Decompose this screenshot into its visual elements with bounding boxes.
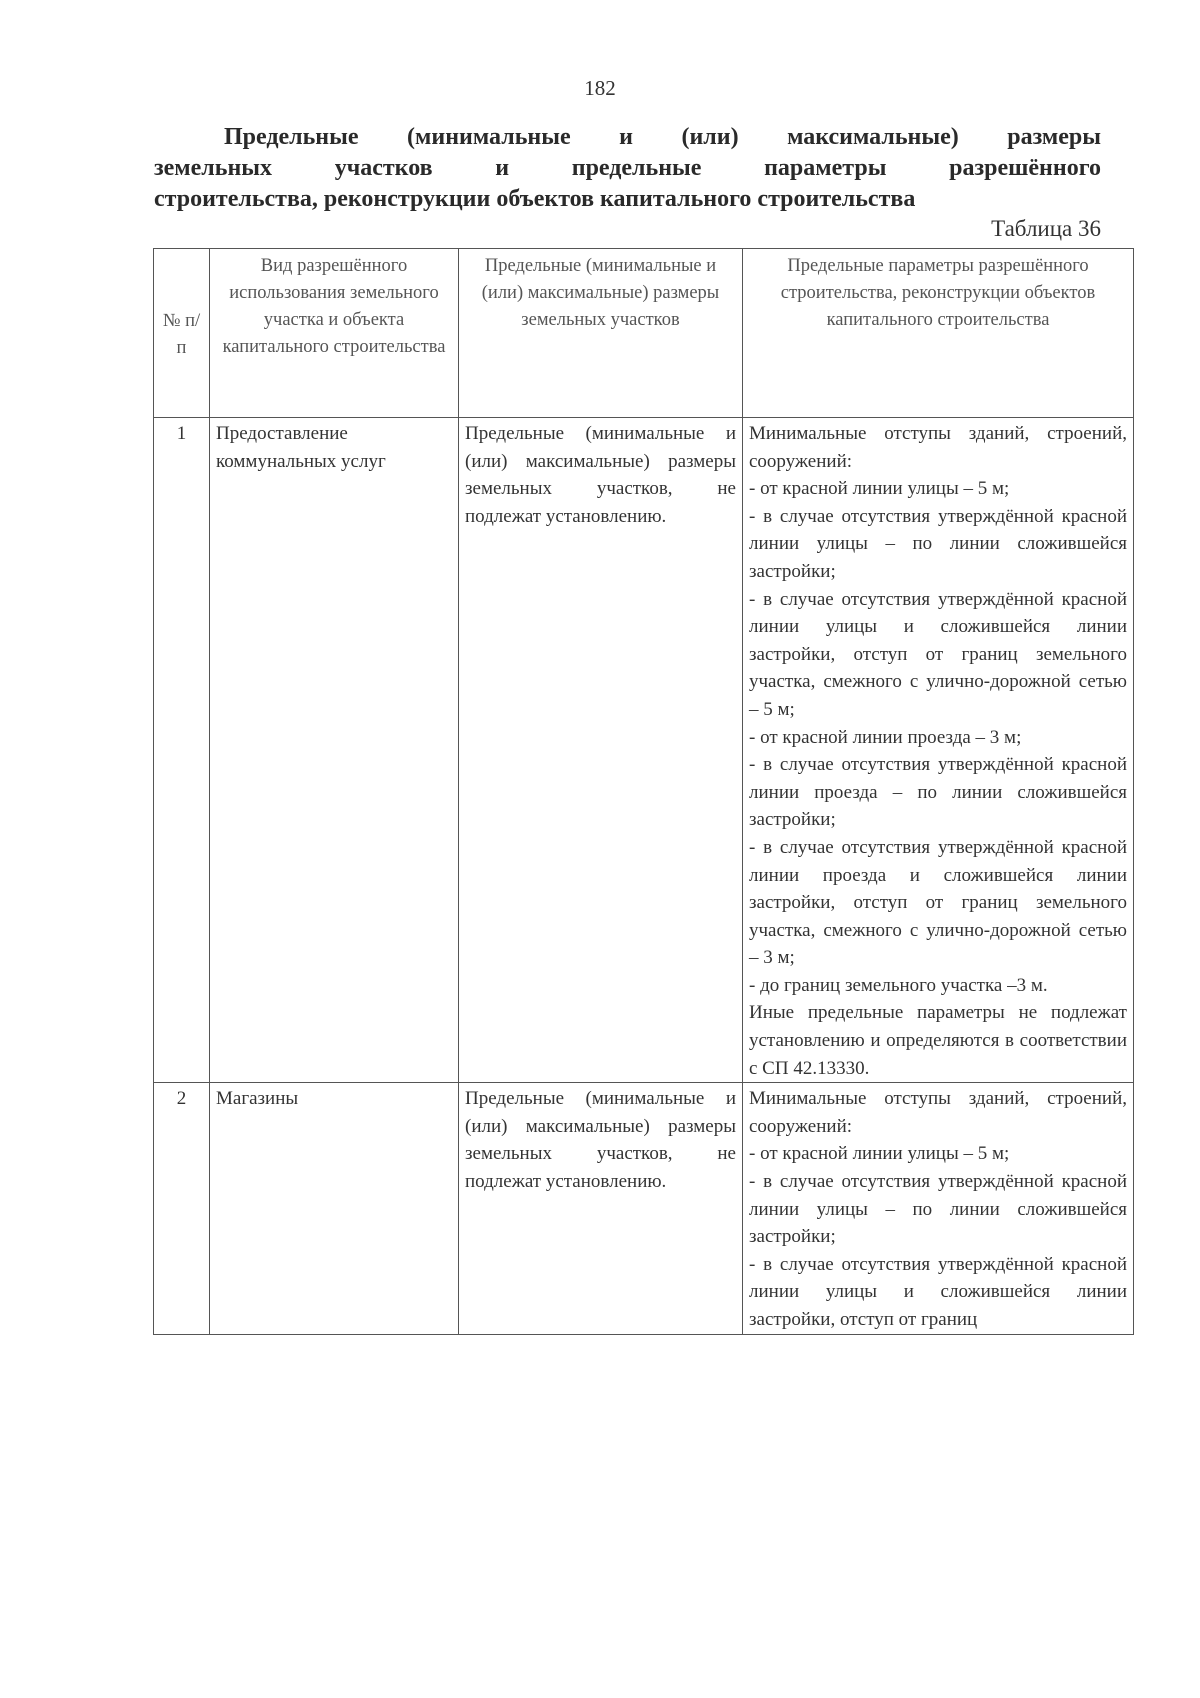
- row-use-type: Предоставление коммунальных услуг: [210, 418, 459, 1083]
- param-line: Минимальные отступы зданий, строений, сооружений:: [749, 423, 1127, 472]
- heading-line-1: Предельные (минимальные и (или) максимальные) размеры: [224, 124, 1101, 150]
- page-number: 182: [584, 76, 616, 100]
- row-params: [743, 1083, 1134, 1334]
- param-line: - до границ земельного участка –3 м.: [749, 974, 1048, 996]
- table-caption: Таблица 36: [991, 216, 1101, 241]
- row-plot-size: Предельные (минимальные и (или) максимальные) размеры земельных участков, не подлежат установлению.: [459, 418, 743, 1083]
- header-use-type: Вид разрешённого использования земельного участка и объекта капитального строительства: [210, 249, 459, 418]
- header-num: № п/п: [154, 249, 210, 418]
- table-row: [154, 418, 1134, 1083]
- row-number: 1: [154, 418, 210, 1083]
- table-row: [154, 1083, 1134, 1334]
- param-line: - в случае отсутствия утверждённой красной линии улицы и сложившейся линии застройки, отступ от границ: [749, 1253, 1127, 1330]
- row-number: 2: [154, 1083, 210, 1334]
- table-header-row: [154, 249, 1134, 418]
- param-line: - от красной линии улицы – 5 м;: [749, 1143, 1010, 1165]
- row-plot-size: Предельные (минимальные и (или) максимальные) размеры земельных участков, не подлежат установлению.: [459, 1083, 743, 1334]
- row-params: [743, 418, 1134, 1083]
- param-line: - в случае отсутствия утверждённой красной линии улицы – по линии сложившейся застройки;: [749, 505, 1127, 582]
- param-line: - от красной линии проезда – 3 м;: [749, 726, 1022, 748]
- document-heading: [154, 122, 1101, 215]
- header-params: Предельные параметры разрешённого строительства, реконструкции объектов капитального строительства: [743, 249, 1134, 418]
- param-line: - от красной линии улицы – 5 м;: [749, 478, 1010, 500]
- param-line: - в случае отсутствия утверждённой красной линии проезда и сложившейся линии застройки, отступ от границ земельного участка, смежного с улично-дорожной сетью – 3 м;: [749, 836, 1127, 969]
- regulations-table: [153, 248, 1134, 1335]
- heading-line-3: строительства, реконструкции объектов капитального строительства: [154, 186, 916, 212]
- header-plot-size: Предельные (минимальные и (или) максимальные) размеры земельных участков: [459, 249, 743, 418]
- param-line: - в случае отсутствия утверждённой красной линии улицы и сложившейся линии застройки, отступ от границ земельного участка, смежного с улично-дорожной сетью – 5 м;: [749, 588, 1127, 720]
- param-line: - в случае отсутствия утверждённой красной линии проезда – по линии сложившейся застройки;: [749, 754, 1127, 831]
- param-line: - в случае отсутствия утверждённой красной линии улицы – по линии сложившейся застройки;: [749, 1171, 1127, 1248]
- heading-line-2: земельных участков и предельные параметры разрешённого: [154, 155, 1101, 181]
- row-use-type: Магазины: [210, 1083, 459, 1334]
- param-line: Иные предельные параметры не подлежат установлению и определяются в соответствии с СП 42.13330.: [749, 1002, 1127, 1079]
- param-line: Минимальные отступы зданий, строений, сооружений:: [749, 1088, 1127, 1137]
